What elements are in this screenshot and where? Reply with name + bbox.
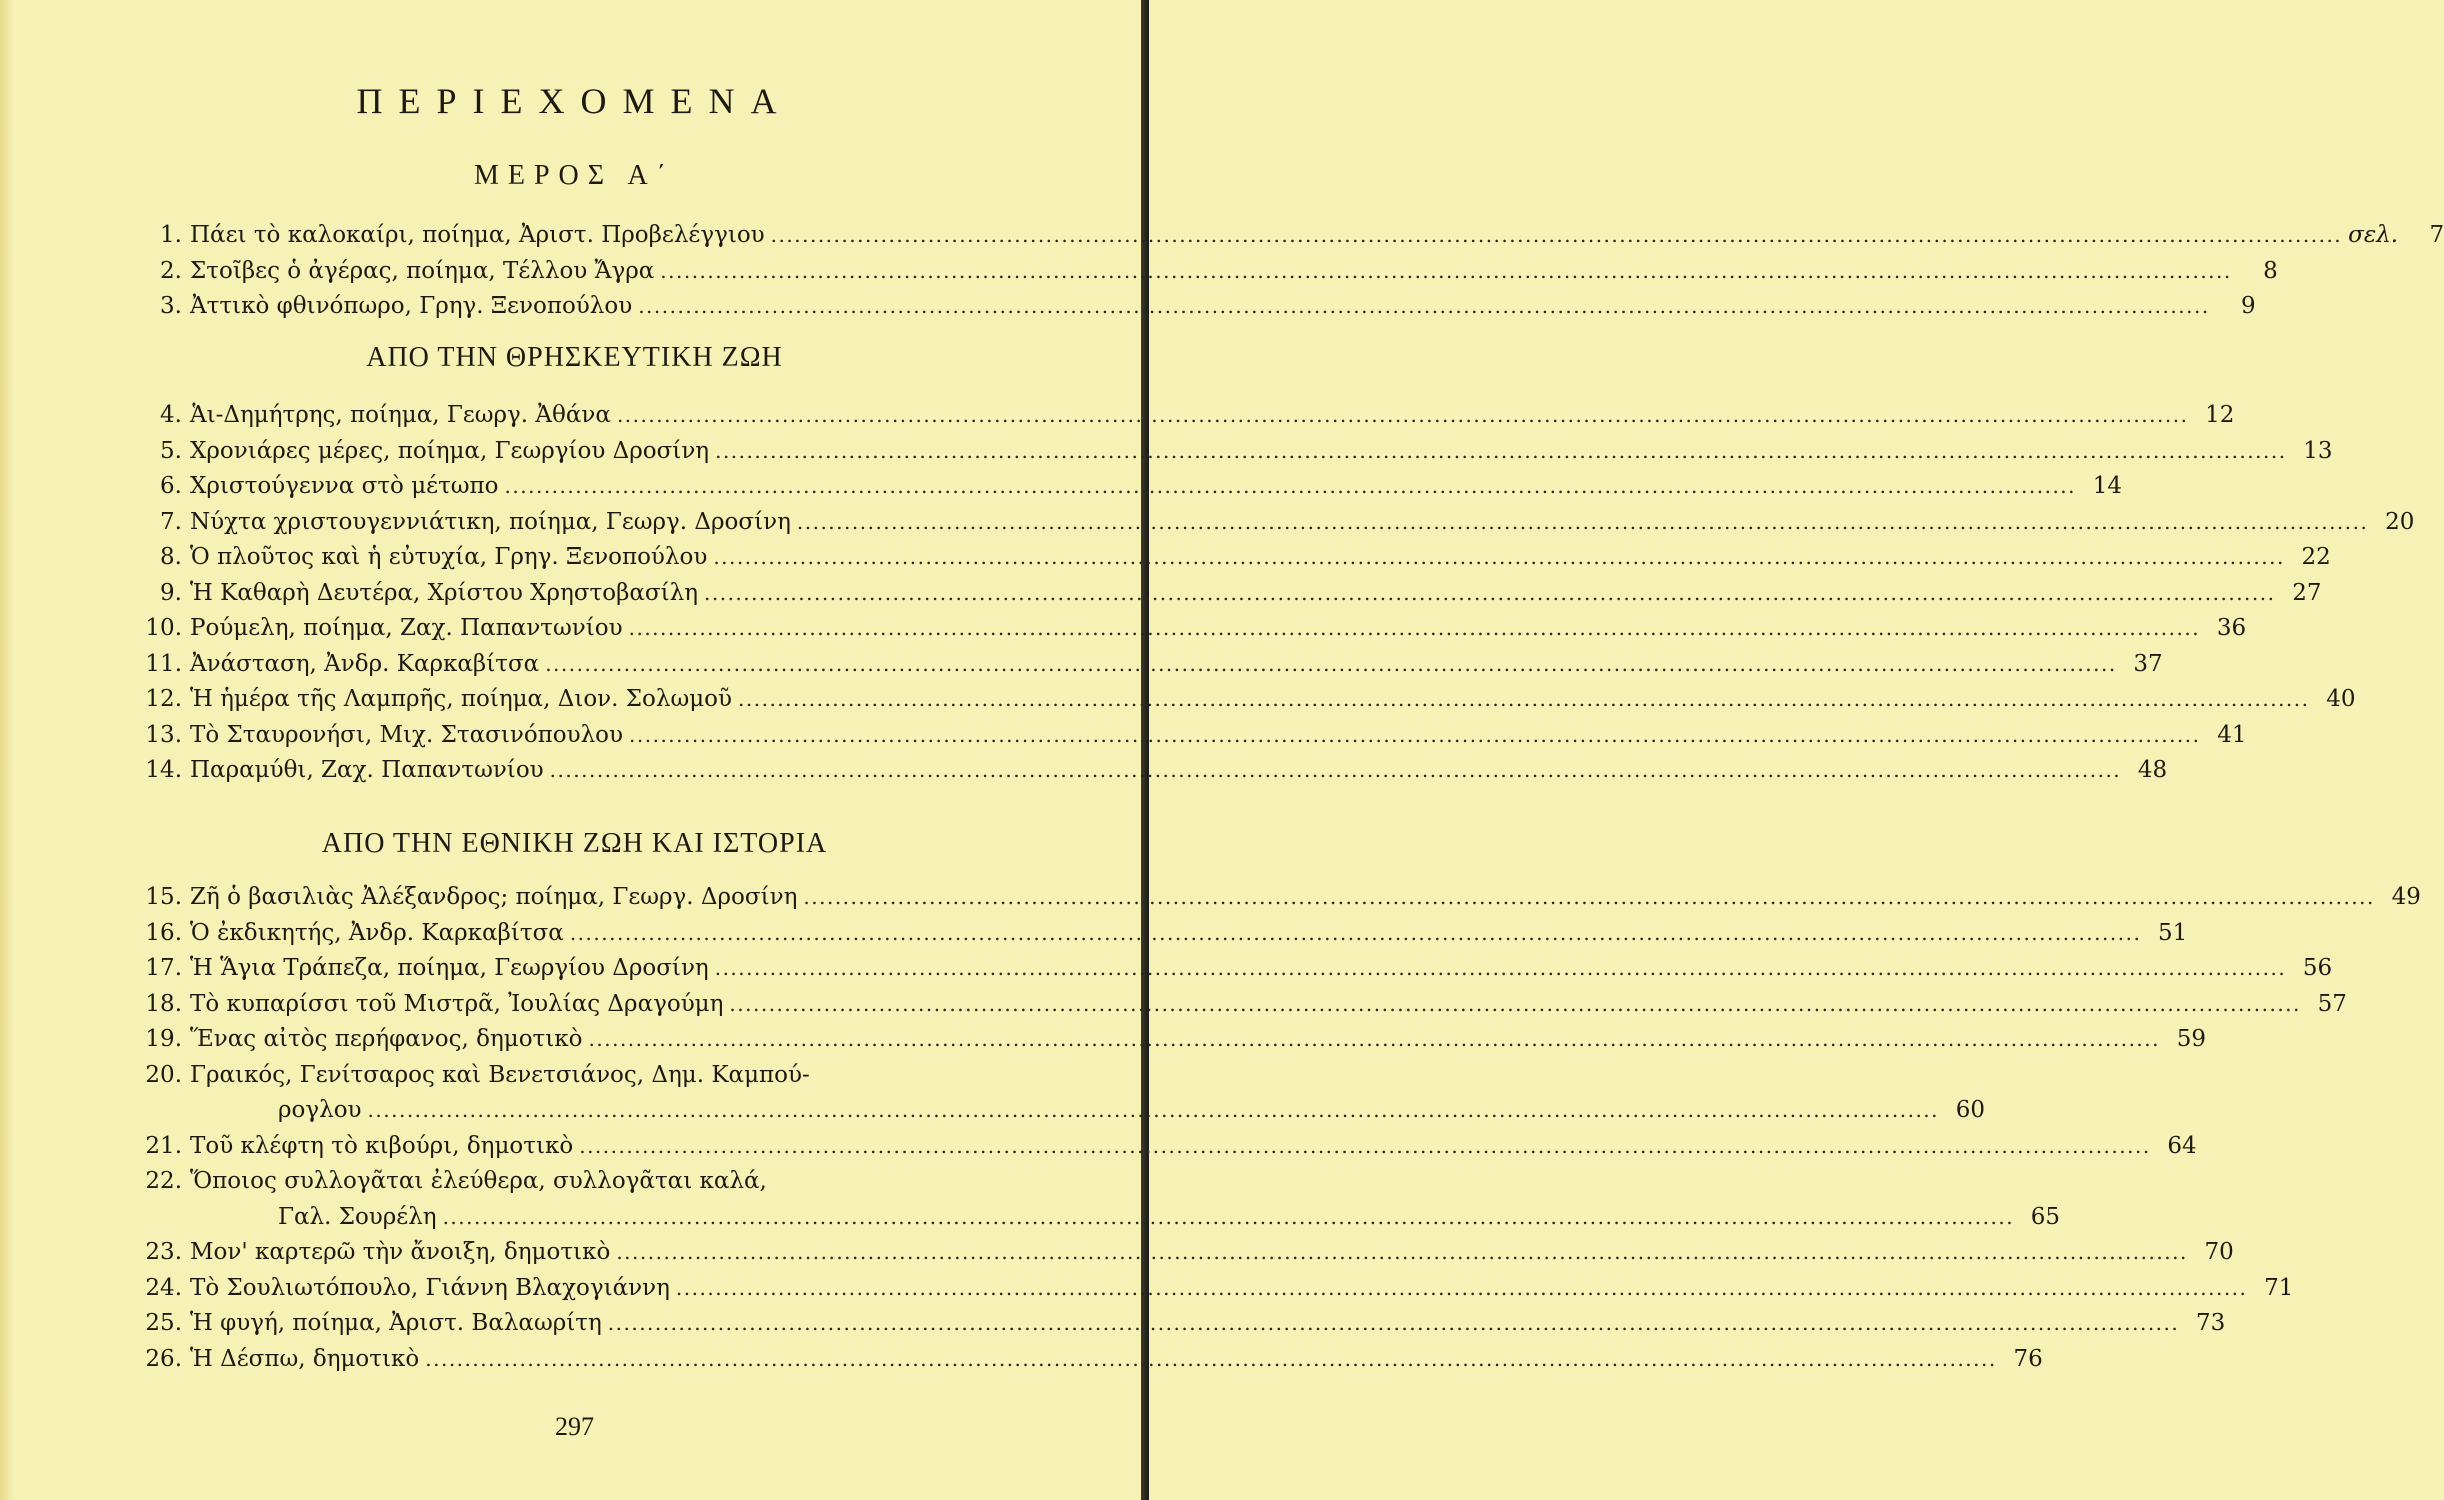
toc-leader-dots: ........................................................................................................................................................................................................ (425, 1346, 1997, 1371)
toc-entry-title: Ἀνάσταση, Ἀνδρ. Καρκαβίτσα (190, 650, 540, 677)
toc-entry (130, 1271, 2294, 1307)
page-gutter-shadow (0, 0, 14, 1500)
toc-entry (130, 753, 2168, 789)
toc-entry-page: 12 (2205, 402, 2235, 428)
toc-leader-dots: ........................................................................................................................................................................................................ (704, 580, 2276, 605)
toc-entry-number: 8. (160, 544, 182, 570)
toc-entry-number: 13. (145, 721, 182, 748)
toc-entry-title: Μον' καρτερῶ τὴν ἄνοιξη, δημοτικὸ (190, 1239, 611, 1265)
toc-entry-page: 40 (2326, 686, 2356, 712)
toc-entry-page: 71 (2264, 1274, 2294, 1301)
toc-entry-title: Τοῦ κλέφτη τὸ κιβούρι, δημοτικὸ (190, 1132, 574, 1159)
toc-entry (130, 576, 2322, 612)
toc-entry-page: 37 (2133, 650, 2163, 677)
contents-list-part-a (130, 218, 2444, 325)
toc-entry (130, 540, 2331, 576)
toc-entry-number: 17. (145, 955, 182, 981)
toc-leader-dots: ........................................................................................................................................................................................................ (713, 545, 2285, 569)
toc-entry-title: Πάει τὸ καλοκαίρι, ποίημα, Ἀριστ. Προβελέγγιου (190, 222, 765, 248)
toc-leader-dots: ........................................................................................................................................................................................................ (738, 687, 2310, 711)
section-heading-religious-life: ΑΠΟ ΤΗΝ ΘΡΗΣΚΕΥΤΙΚΗ ΖΩΗ (366, 342, 783, 373)
toc-entry (130, 718, 2247, 754)
toc-entry (130, 880, 2421, 916)
toc-entry (130, 1200, 2061, 1236)
toc-leader-dots: ........................................................................................................................................................................................................ (442, 1204, 2015, 1229)
toc-leader-dots: ........................................................................................................................................................................................................ (715, 438, 2287, 463)
toc-entry-number: 9. (160, 579, 182, 606)
toc-leader-dots: ........................................................................................................................................................................................................ (616, 1240, 2188, 1264)
toc-leader-dots: ........................................................................................................................................................................................................ (607, 1311, 2180, 1335)
toc-leader-dots: ........................................................................................................................................................................................................ (660, 258, 2232, 283)
toc-entry (130, 1306, 2226, 1342)
toc-entry-title: Ἡ Δέσπω, δημοτικὸ (190, 1345, 420, 1372)
toc-leader-dots: ........................................................................................................................................................................................................ (616, 403, 2189, 427)
toc-leader-dots: ........................................................................................................................................................................................................ (504, 474, 2077, 498)
toc-entry (130, 987, 2347, 1023)
toc-entry-title: Γαλ. Σουρέλη (278, 1203, 437, 1230)
toc-entry-page: 51 (2158, 919, 2188, 946)
toc-entry-number: 5. (160, 437, 182, 464)
toc-leader-dots: ........................................................................................................................................................................................................ (588, 1027, 2160, 1051)
toc-entry-page: 20 (2385, 508, 2415, 535)
toc-entry-title: Τὸ Σουλιωτόπουλο, Γιάννη Βλαχογιάννη (190, 1274, 670, 1301)
toc-entry (130, 1342, 2043, 1378)
toc-entry-number: 3. (160, 293, 182, 319)
toc-entry-page: 73 (2195, 1310, 2226, 1336)
toc-entry-number: 1. (160, 222, 182, 248)
toc-entry-page: 49 (2391, 884, 2421, 910)
toc-entry-title: Ὅποιος συλλογᾶται ἐλεύθερα, συλλογᾶται καλά, (190, 1168, 767, 1194)
toc-entry-number: 14. (145, 757, 182, 783)
toc-entry-page: 14 (2092, 473, 2123, 499)
toc-entry (130, 1129, 2197, 1165)
toc-entry-number: 10. (145, 615, 182, 641)
toc-entry-page: 41 (2217, 721, 2247, 748)
toc-entry-title: Παραμύθι, Ζαχ. Παπαντωνίου (190, 757, 544, 783)
toc-entry (130, 469, 2123, 505)
toc-entry-number: 23. (145, 1239, 182, 1265)
toc-entry-title: Ζῆ ὁ βασιλιὰς Ἀλέξανδρος; ποίημα, Γεωργ. Δροσίνη (190, 884, 798, 910)
toc-leader-dots: ........................................................................................................................................................................................................ (579, 1133, 2151, 1158)
toc-entry-title: ρογλου (278, 1097, 362, 1123)
toc-entry-number: 24. (145, 1274, 182, 1301)
toc-entry (130, 611, 2247, 647)
toc-entry-number: 26. (145, 1345, 182, 1372)
toc-leader-dots: ........................................................................................................................................................................................................ (770, 223, 2343, 247)
toc-entry-number: 22. (145, 1168, 182, 1194)
toc-leader-dots: ........................................................................................................................................................................................................ (729, 991, 2301, 1016)
toc-entry (130, 505, 2415, 541)
section-heading-national-life: ΑΠΟ ΤΗΝ ΕΘΝΙΚΗ ΖΩΗ ΚΑΙ ΙΣΤΟΡΙΑ (321, 828, 828, 859)
toc-entry-number: 11. (145, 650, 182, 677)
toc-entry (130, 1058, 992, 1094)
toc-entry (130, 218, 2444, 254)
toc-entry-number: 6. (160, 473, 182, 499)
toc-entry-title: Ἡ ἡμέρα τῆς Λαμπρῆς, ποίημα, Διον. Σολωμοῦ (190, 686, 733, 712)
toc-entry-title: Χρονιάρες μέρες, ποίημα, Γεωργίου Δροσίνη (190, 437, 710, 464)
toc-entry-title: Ρούμελη, ποίημα, Ζαχ. Παπαντωνίου (190, 615, 623, 641)
toc-leader-dots: ........................................................................................................................................................................................................ (675, 1275, 2248, 1300)
toc-entry-page: 60 (1955, 1097, 1986, 1123)
toc-entry-page: 65 (2030, 1203, 2061, 1230)
toc-entry-number: 20. (145, 1061, 182, 1088)
toc-entry-page: 13 (2303, 437, 2333, 464)
toc-leader-dots: ........................................................................................................................................................................................................ (367, 1098, 1940, 1122)
section-heading-part-a: ΜΕΡΟΣ Α΄ (473, 160, 676, 191)
toc-entry (130, 682, 2356, 718)
toc-entry-title: Τὸ κυπαρίσσι τοῦ Μιστρᾶ, Ἰουλίας Δραγούμη (190, 990, 724, 1017)
toc-entry-page: 27 (2292, 579, 2322, 606)
toc-entry (130, 1022, 2206, 1058)
toc-entry-number: 18. (145, 990, 182, 1017)
toc-entry-page: 56 (2302, 955, 2333, 981)
toc-entry (130, 1164, 992, 1200)
toc-entry-title: Στοῖβες ὁ ἀγέρας, ποίημα, Τέλλου Ἄγρα (190, 257, 655, 284)
toc-entry-number: 16. (145, 919, 182, 946)
toc-entry-page: 7 (2429, 222, 2444, 248)
toc-entry-number: 4. (160, 402, 182, 428)
toc-leader-dots: ........................................................................................................................................................................................................ (569, 920, 2142, 945)
toc-entry-page: 8 (2263, 257, 2278, 284)
toc-entry-title: Ἀττικὸ φθινόπωρο, Γρηγ. Ξενοπούλου (190, 293, 633, 319)
page-prefix-label: σελ. (2348, 222, 2399, 248)
toc-entry (130, 951, 2333, 987)
page-title: ΠΕΡΙΕΧΟΜΕΝΑ (356, 81, 793, 121)
toc-leader-dots: ........................................................................................................................................................................................................ (638, 294, 2210, 318)
toc-entry-number: 12. (145, 686, 182, 712)
toc-leader-dots: ........................................................................................................................................................................................................ (714, 956, 2287, 980)
toc-entry-title: Χριστούγεννα στὸ μέτωπο (190, 473, 499, 499)
toc-entry (130, 916, 2188, 952)
toc-leader-dots: ........................................................................................................................................................................................................ (796, 509, 2369, 534)
toc-entry-title: Ὁ ἐκδικητής, Ἀνδρ. Καρκαβίτσα (190, 919, 564, 946)
toc-entry-number: 25. (145, 1310, 182, 1336)
toc-entry (130, 1093, 1986, 1129)
toc-leader-dots: ........................................................................................................................................................................................................ (628, 616, 2201, 640)
toc-entry-number: 15. (145, 884, 182, 910)
toc-entry-page: 48 (2137, 757, 2168, 783)
toc-entry-page: 59 (2176, 1026, 2206, 1052)
toc-entry-title: Ἡ Καθαρὴ Δευτέρα, Χρίστου Χρηστοβασίλη (190, 579, 698, 606)
toc-entry-page: 64 (2167, 1132, 2197, 1159)
toc-entry (130, 1235, 2234, 1271)
toc-entry-title: Νύχτα χριστουγεννιάτικη, ποίημα, Γεωργ. Δροσίνη (190, 508, 791, 535)
toc-entry-page: 36 (2216, 615, 2247, 641)
page-number: 297 (555, 1412, 594, 1441)
toc-entry (130, 254, 2278, 290)
contents-list-religious-life (130, 398, 2415, 789)
toc-entry-title: Ἡ Ἅγια Τράπεζα, ποίημα, Γεωργίου Δροσίνη (190, 955, 709, 981)
toc-leader-dots: ........................................................................................................................................................................................................ (803, 885, 2375, 909)
toc-entry-page: 76 (2013, 1345, 2043, 1372)
toc-entry-title: Γραικός, Γενίτσαρος καὶ Βενετσιάνος, Δημ. Καμπού- (190, 1061, 810, 1088)
toc-entry-page: 57 (2317, 990, 2347, 1017)
contents-list-national-life (130, 880, 2421, 1377)
toc-entry (130, 434, 2333, 470)
toc-entry-title: Ὁ πλοῦτος καὶ ἡ εὐτυχία, Γρηγ. Ξενοπούλου (190, 544, 708, 570)
toc-entry (130, 289, 2256, 325)
toc-leader-dots: ........................................................................................................................................................................................................ (549, 758, 2122, 782)
toc-entry-page: 70 (2204, 1239, 2234, 1265)
toc-entry (130, 398, 2235, 434)
toc-entry-number: 19. (145, 1026, 182, 1052)
toc-entry-number: 7. (160, 508, 182, 535)
toc-entry-number: 21. (145, 1132, 182, 1159)
toc-leader-dots: ........................................................................................................................................................................................................ (545, 651, 2117, 676)
toc-entry-title: Ἕνας αἰτὸς περήφανος, δημοτικὸ (190, 1026, 583, 1052)
toc-entry (130, 647, 2163, 683)
toc-entry-title: Ἡ φυγή, ποίημα, Ἀριστ. Βαλαωρίτη (190, 1310, 602, 1336)
toc-entry-number: 2. (160, 257, 182, 284)
toc-leader-dots: ........................................................................................................................................................................................................ (629, 722, 2201, 747)
toc-entry-title: Τὸ Σταυρονήσι, Μιχ. Στασινόπουλου (190, 721, 624, 748)
toc-entry-page: 9 (2241, 293, 2256, 319)
toc-entry-title: Ἁι-Δημήτρης, ποίημα, Γεωργ. Ἀθάνα (190, 402, 611, 428)
toc-entry-page: 22 (2301, 544, 2331, 570)
